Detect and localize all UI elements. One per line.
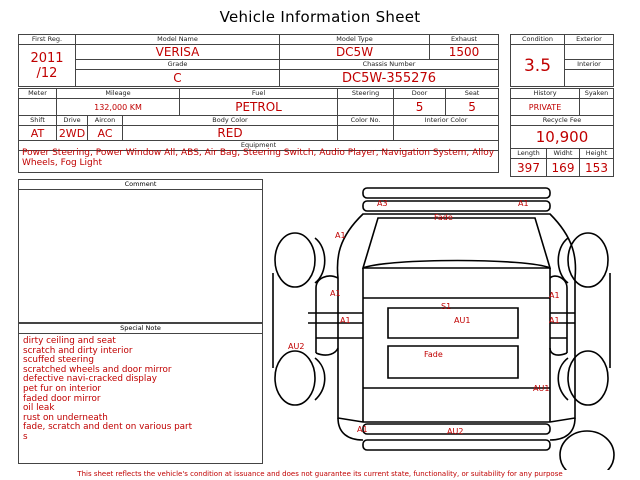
length-value: 397 [511, 159, 547, 177]
equipment-label: Equipment [19, 141, 499, 151]
special-note-box [18, 323, 263, 464]
history-table [510, 88, 614, 177]
list-item: pet fur on interior [23, 383, 102, 394]
aircon-label: Aircon [88, 116, 123, 126]
history-value: PRIVATE [511, 99, 580, 116]
grade-value: C [76, 70, 280, 87]
damage-marker: A1 [549, 291, 560, 300]
width-label: Widht [547, 149, 580, 159]
first-reg-month: /12 [36, 65, 58, 81]
door-value: 5 [394, 99, 446, 116]
damage-marker: A1 [340, 316, 351, 325]
exterior-label: Exterior [565, 35, 614, 45]
top-info-table [18, 34, 499, 87]
mileage-value: 132,000 KM [57, 99, 180, 116]
exhaust-value: 1500 [430, 45, 499, 60]
shift-label: Shift [19, 116, 57, 126]
equipment-box [18, 147, 499, 173]
condition-label: Condition [511, 35, 565, 45]
exhaust-label: Exhaust [430, 35, 499, 45]
meter-label: Meter [19, 89, 57, 99]
seat-value: 5 [446, 99, 499, 116]
first-reg-label: First Reg. [19, 35, 76, 45]
spec-table [18, 88, 499, 151]
mileage-label: Mileage [57, 89, 180, 99]
fuel-label: Fuel [180, 89, 338, 99]
seat-label: Seat [446, 89, 499, 99]
recycle-fee-value: 10,900 [511, 126, 614, 149]
damage-marker: AU1 [533, 384, 550, 393]
drive-value: 2WD [57, 126, 88, 141]
comment-label: Comment [19, 180, 262, 190]
history-label: History [511, 89, 580, 99]
door-label: Door [394, 89, 446, 99]
list-item: scratched wheels and door mirror [23, 364, 172, 375]
steering-label: Steering [338, 89, 394, 99]
model-name-value: VERISA [76, 45, 280, 60]
model-type-label: Model Type [280, 35, 430, 45]
grade-label: Grade [76, 60, 280, 70]
interior-color-label: Interior Color [394, 116, 499, 126]
list-item: rust on underneath [23, 412, 108, 423]
damage-marker: A1 [357, 425, 368, 434]
list-item: scuffed steering [23, 355, 94, 366]
list-item: dirty ceiling and seat [23, 336, 116, 346]
first-reg-value [19, 45, 76, 87]
damage-marker: Fade [434, 213, 453, 222]
height-label: Height [580, 149, 614, 159]
width-value: 169 [547, 159, 580, 177]
damage-marker: AU1 [454, 316, 471, 325]
comment-box [18, 179, 263, 323]
chassis-label: Chassis Number [280, 60, 499, 70]
special-note-label: Special Note [19, 323, 262, 334]
color-no-label: Color No. [338, 116, 394, 126]
list-item: s [23, 431, 28, 442]
shift-value: AT [19, 126, 57, 141]
model-type-value: DC5W [280, 45, 430, 60]
list-item: fade, scratch and dent on various part [23, 422, 193, 433]
body-color-value: RED [123, 126, 338, 141]
condition-table [510, 34, 614, 87]
equipment-value: Power Steering, Power Window All, ABS, Air Bag, Steering Switch, Audio Player, Navigation System, Alloy Wheels, Fog Light [22, 148, 495, 168]
condition-score: 3.5 [511, 45, 565, 87]
damage-marker: A1 [518, 199, 529, 208]
damage-marker: Fade [424, 350, 443, 359]
damage-marker: A1 [549, 316, 560, 325]
damage-marker: AU2 [288, 342, 305, 351]
body-color-label: Body Color [123, 116, 338, 126]
list-item: scratch and dirty interior [23, 345, 133, 356]
model-name-label: Model Name [76, 35, 280, 45]
interior-label: Interior [565, 60, 614, 70]
first-reg-year: 2011 [30, 50, 64, 66]
chassis-value: DC5W-355276 [280, 70, 499, 87]
drive-label: Drive [57, 116, 88, 126]
list-item: defective navi-cracked display [23, 374, 157, 385]
list-item: oil leak [23, 403, 55, 414]
recycle-fee-label: Recycle Fee [511, 116, 614, 126]
damage-marker: A1 [335, 231, 346, 240]
damage-marker: A1 [330, 289, 341, 298]
sheet-title: Vehicle Information Sheet [219, 8, 421, 26]
syaken-label: Syaken [580, 89, 614, 99]
fuel-value: PETROL [180, 99, 338, 116]
disclaimer: This sheet reflects the vehicle's condition at issuance and does not guarantee its current state, functionality, or suitability for any purpose [77, 470, 563, 478]
damage-marker: AU2 [447, 427, 464, 436]
height-value: 153 [580, 159, 614, 177]
aircon-value: AC [88, 126, 123, 141]
special-note-list [19, 334, 262, 446]
list-item: faded door mirror [23, 393, 101, 404]
length-label: Length [511, 149, 547, 159]
damage-marker: S1 [441, 302, 452, 311]
damage-marker: A3 [377, 199, 388, 208]
